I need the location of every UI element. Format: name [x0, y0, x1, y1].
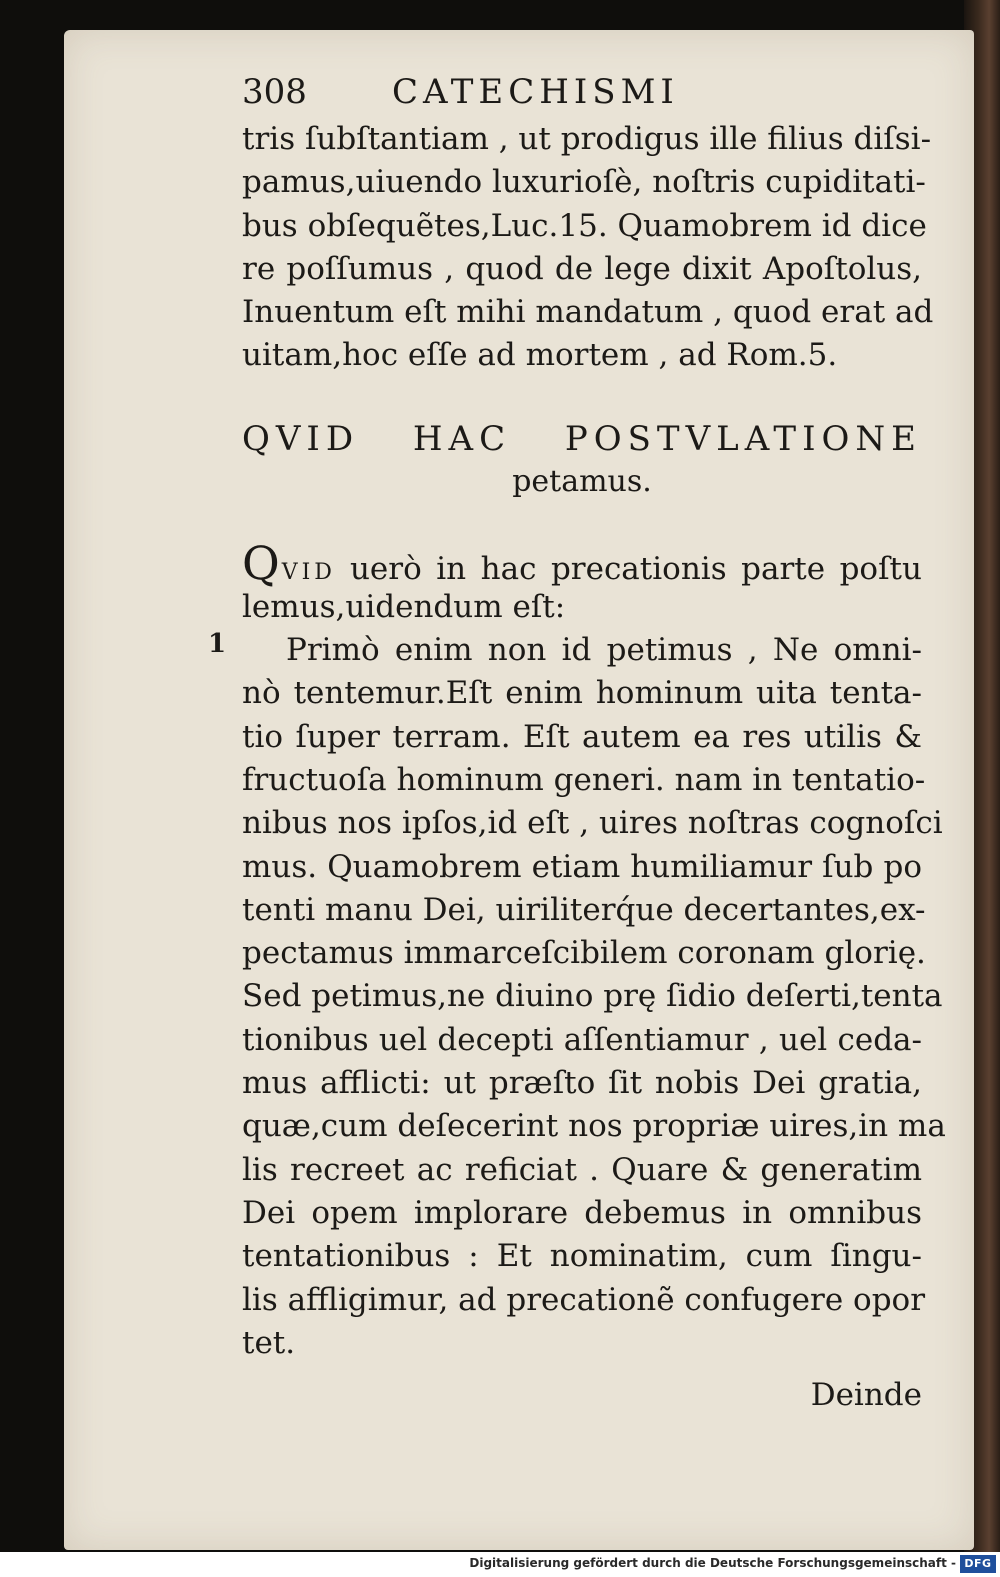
- text-line: mus. Quamobrem etiam humiliamur ſub po: [242, 848, 922, 885]
- text-line: lis affligimur, ad precationẽ confugere opor: [242, 1281, 926, 1318]
- running-title: CATECHISMI: [392, 72, 679, 112]
- numbered-paragraph: [208, 629, 946, 1365]
- text-line: uitam,hoc eſſe ad mortem , ad Rom.5.: [242, 337, 838, 374]
- section-heading: [242, 416, 922, 502]
- page-text-block: [208, 72, 946, 1417]
- text-line: nò tentemur.Eſt enim hominum uita tenta-: [242, 675, 922, 712]
- catchword: Deinde: [810, 1377, 922, 1414]
- text-line: tris ſubſtantiam , ut prodigus ille filius diſsi-: [242, 121, 932, 157]
- text-line: mus afflicti: ut præſto ſit nobis Dei gratia,: [242, 1065, 922, 1102]
- text-line: pectamus immarceſcibilem coronam glorię.: [242, 935, 926, 972]
- text-line: pamus,uiuendo luxurioſè, noſtris cupiditati-: [242, 164, 926, 201]
- text-line: tenti manu Dei, uiriliterq́ue decertantes,ex-: [242, 891, 926, 928]
- text-line: nibus nos ipſos,id eſt , uires noſtras cognoſci: [242, 805, 943, 842]
- heading-subline: petamus.: [512, 463, 652, 499]
- text-line: fructuoſa hominum generi. nam in tentatio-: [242, 761, 926, 798]
- dfg-logo: DFG: [960, 1555, 996, 1573]
- text-line: quæ,cum deſecerint nos propriæ uires,in ma: [242, 1108, 946, 1145]
- running-head: [242, 72, 922, 118]
- book-page: [64, 30, 974, 1550]
- heading-line: QVID HAC POSTVLATIONE: [242, 418, 922, 459]
- text-line: lemus,uidendum eſt:: [242, 588, 566, 625]
- text-line: Sed petimus,ne diuino prę ſidio deſerti,tenta: [242, 978, 943, 1015]
- digitization-footer: [0, 1552, 1000, 1577]
- initial-letter: Q: [242, 535, 280, 590]
- initial-word-rest: VID: [281, 559, 336, 585]
- opening-text: uerò in hac precationis parte poſtu: [349, 550, 922, 587]
- text-line: tentationibus : Et nominatim, cum ſingu-: [242, 1238, 922, 1275]
- text-line: lis recreet ac reficiat . Quare & generatim: [242, 1151, 922, 1188]
- marginal-number: 1: [208, 629, 227, 660]
- page-number: 308: [242, 72, 307, 112]
- text-line: tionibus uel decepti aſſentiamur , uel ceda-: [242, 1021, 922, 1058]
- text-line: re poſſumus , quod de lege dixit Apoſtolus,: [242, 250, 922, 287]
- text-line: tet.: [242, 1324, 296, 1361]
- text-line: Dei opem implorare debemus in omnibus: [242, 1194, 922, 1231]
- opening-line: [242, 535, 922, 590]
- section-body: [208, 535, 946, 1365]
- text-line: Inuentum eſt mihi mandatum , quod erat ad: [242, 294, 934, 331]
- continued-paragraph: [242, 118, 934, 378]
- footer-credit: Digitalisierung gefördert durch die Deutsche Forschungsgemeinschaft -: [469, 1556, 956, 1570]
- text-line: Primò enim non id petimus , Ne omni-: [286, 632, 922, 669]
- text-line: bus obſequẽtes,Luc.15. Quamobrem id dice: [242, 207, 927, 244]
- text-line: tio ſuper terram. Eſt autem ea res utilis &: [242, 718, 922, 755]
